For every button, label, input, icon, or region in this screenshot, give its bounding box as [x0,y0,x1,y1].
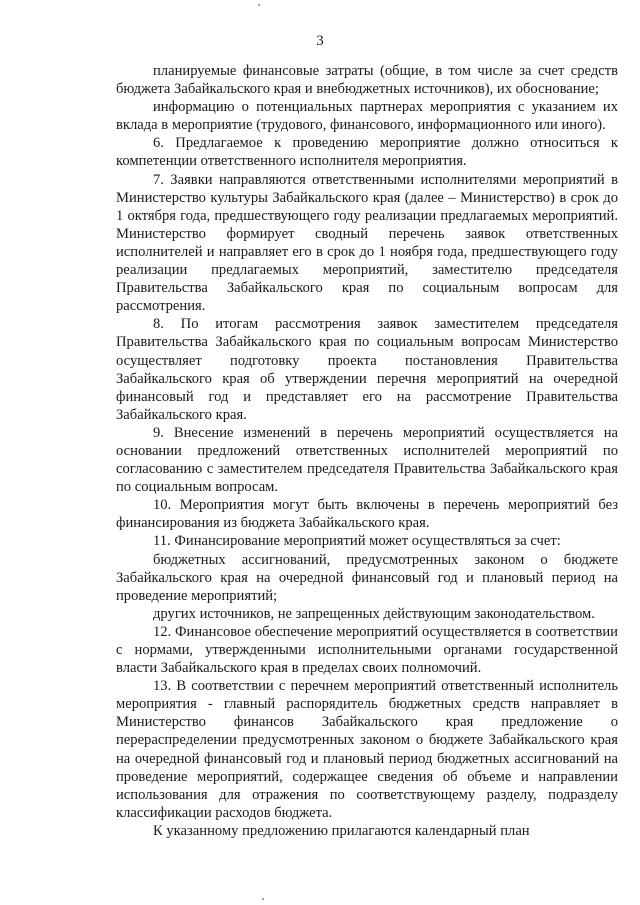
paragraph-item-7: 7. Заявки направляются ответственными исполнителями мероприятий в Министерство культуры Забайкальского края (далее – Министерство) в срок до 1 октября года, предшествующего году реализации предлагаемых мероприятий. Министерство формирует сводный перечень заявок ответственных исполнителей и направляет его в срок до 1 ноября года, предшествующего году реализации предлагаемых мероприятий, заместителю председателя Правительства Забайкальского края по социальным вопросам для рассмотрения. [116,171,618,315]
paragraph-calendar-plan: К указанному предложению прилагаются календарный план [153,822,530,839]
paragraph-item-10: 10. Мероприятия могут быть включены в перечень мероприятий без финансирования из бюджета Забайкальского края. [116,497,618,532]
paragraph-item-6: 6. Предлагаемое к проведению мероприятие должно относиться к компетенции ответственного исполнителя мероприятия. [116,135,618,170]
paragraph-item-11: 11. Финансирование мероприятий может осуществляться за счет: [153,533,561,550]
paragraph-planned-costs: планируемые финансовые затраты (общие, в том числе за счет средств бюджета Забайкальского края и внебюджетных источников), их обоснование; [116,63,618,98]
paragraph-item-12: 12. Финансовое обеспечение мероприятий осуществляется в соответствии с нормами, утвержденными исполнительными органами государственной власти Забайкальского края в пределах своих полномочий. [116,623,618,677]
paragraph-partners-info: информацию о потенциальных партнерах мероприятия с указанием их вклада в мероприятие (трудового, финансового, информационного или иного). [116,99,618,134]
scan-speck-top [258,4,260,6]
page-number: 3 [316,33,324,49]
paragraph-item-8: 8. По итогам рассмотрения заявок заместителем председателя Правительства Забайкальского края по социальным вопросам Министерство осуществляет подготовку проекта постановления Правительства Забайкальского края об утверждении перечня мероприятий на очередной финансовый год и представляет его на рассмотрение Правительства Забайкальского края. [116,316,618,423]
paragraph-budget-allocations: бюджетных ассигнований, предусмотренных законом о бюджете Забайкальского края на очередной финансовый год и плановый период на проведение мероприятий; [116,551,618,604]
paragraph-item-9: 9. Внесение изменений в перечень мероприятий осуществляется на основании предложений ответственных исполнителей мероприятий по согласованию с заместителем председателя Правительства Забайкальского края по социальным вопросам. [116,424,618,496]
scan-speck-bottom [262,898,264,900]
paragraph-item-13: 13. В соответствии с перечнем мероприятий ответственный исполнитель мероприятия - главный распорядитель бюджетных средств направляет в Министерство финансов Забайкальского края предложение о перераспределении предусмотренных законом о бюджете Забайкальского края на очередной финансовый год и плановый период бюджетных ассигнований на проведение мероприятий, содержащее сведения об объеме и направлении использования для отражения по соответствующему разделу, подразделу классификации расходов бюджета. [116,678,618,821]
document-body [116,62,618,840]
paragraph-other-sources: других источников, не запрещенных действующим законодательством. [153,605,595,622]
